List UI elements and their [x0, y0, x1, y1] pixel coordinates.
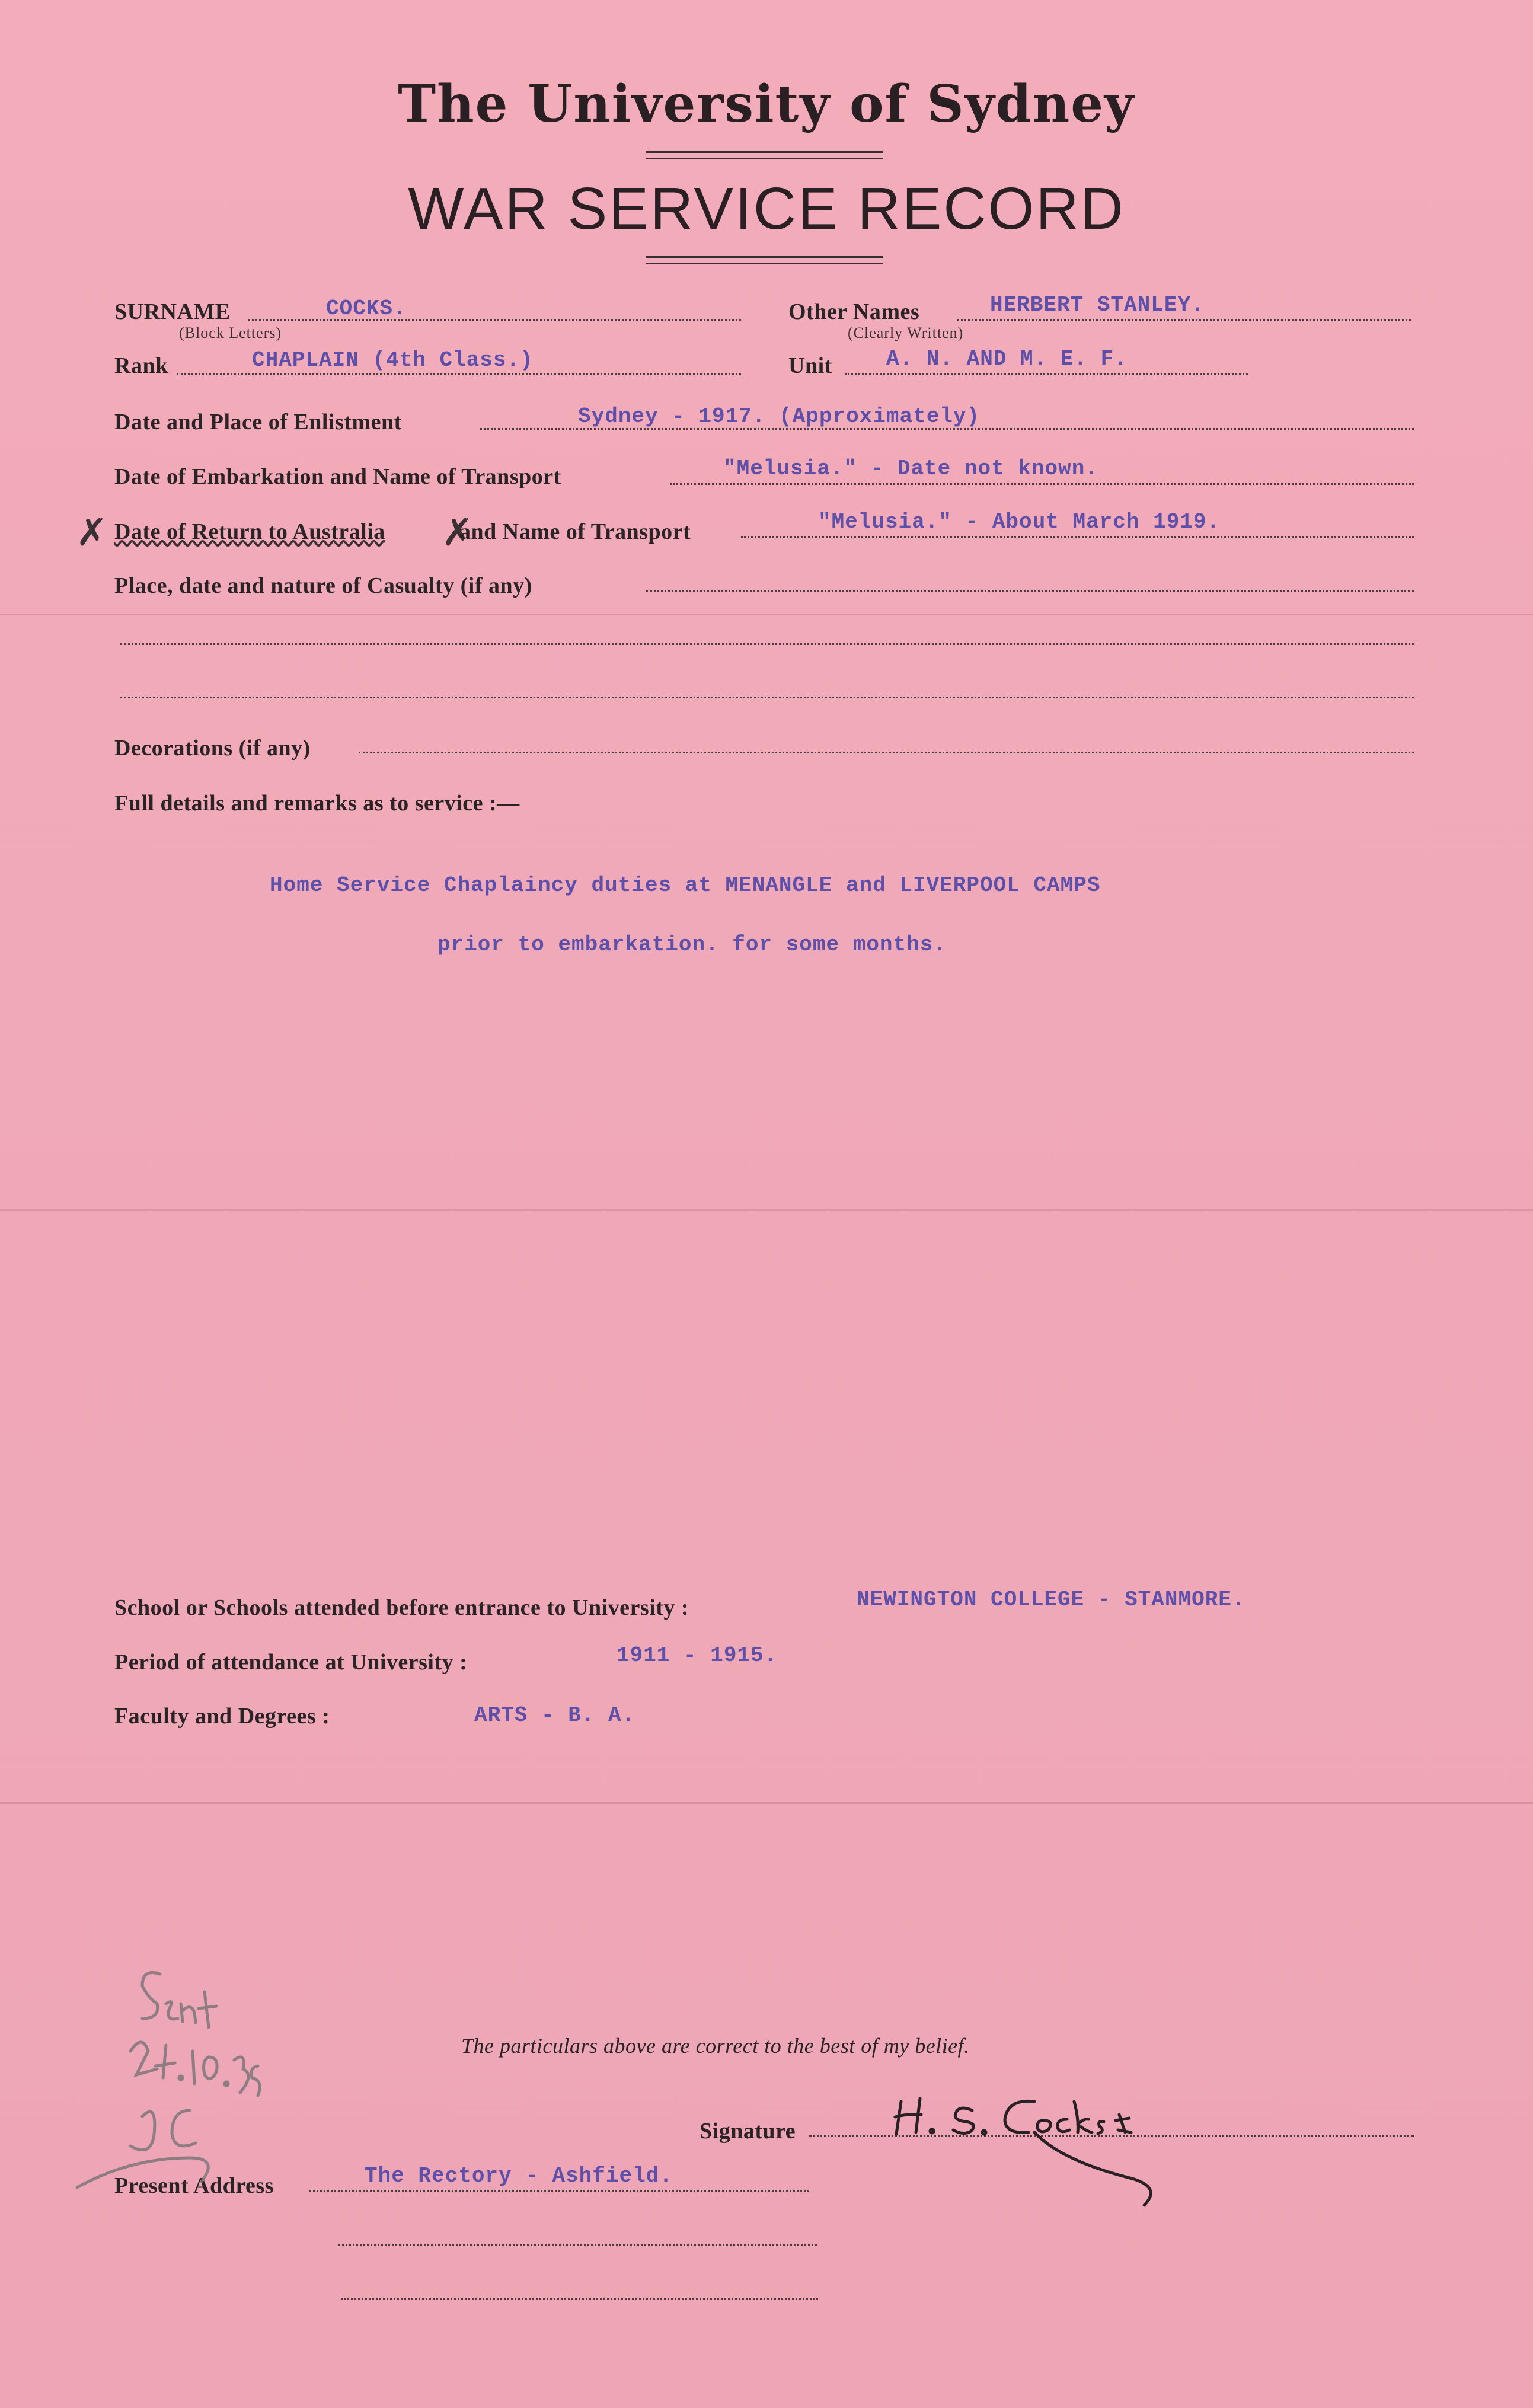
- casualty-line: [120, 643, 1414, 645]
- return-value: "Melusia." - About March 1919.: [818, 510, 1221, 534]
- schools-label: School or Schools attended before entrance to University :: [114, 1595, 689, 1620]
- fold-line: [0, 1802, 1533, 1804]
- enlistment-label: Date and Place of Enlistment: [114, 410, 402, 435]
- cross-mark-icon: ✗: [442, 511, 474, 555]
- signature-image: [883, 2078, 1215, 2220]
- return-line: [741, 536, 1414, 538]
- embarkation-label: Date of Embarkation and Name of Transport: [114, 464, 561, 489]
- return-transport-label: and Name of Transport: [459, 519, 691, 544]
- remarks-line: prior to embarkation. for some months.: [437, 932, 947, 957]
- address-line: [338, 2244, 817, 2246]
- surname-label: SURNAME: [114, 299, 231, 324]
- fold-line: [0, 614, 1533, 615]
- address-line: [309, 2190, 809, 2192]
- address-line: [341, 2298, 818, 2300]
- address-label: Present Address: [114, 2173, 274, 2198]
- period-label: Period of attendance at University :: [114, 1650, 468, 1675]
- remarks-line: Home Service Chaplaincy duties at MENANGLE and LIVERPOOL CAMPS: [270, 873, 1101, 898]
- address-value: The Rectory - Ashfield.: [365, 2164, 673, 2188]
- embarkation-value: "Melusia." - Date not known.: [723, 456, 1098, 481]
- title-divider: [646, 151, 883, 159]
- declaration-text: The particulars above are correct to the best of my belief.: [461, 2034, 970, 2058]
- embarkation-line: [670, 483, 1414, 485]
- rank-line: [177, 373, 741, 375]
- signature-label: Signature: [700, 2119, 796, 2144]
- return-label: Date of Return to Australia: [114, 519, 385, 544]
- other-names-value: HERBERT STANLEY.: [990, 293, 1205, 317]
- title-divider: [646, 256, 883, 264]
- decorations-line: [359, 752, 1414, 753]
- pencil-annotation: [53, 1962, 302, 2211]
- surname-hint: (Block Letters): [179, 324, 282, 341]
- faculty-label: Faculty and Degrees :: [114, 1704, 330, 1729]
- surname-value: COCKS.: [326, 296, 407, 321]
- casualty-line: [120, 697, 1414, 698]
- rank-value: CHAPLAIN (4th Class.): [252, 348, 534, 372]
- unit-line: [845, 373, 1248, 375]
- casualty-label: Place, date and nature of Casualty (if any): [114, 573, 532, 598]
- cross-mark-icon: ✗: [76, 511, 108, 555]
- unit-value: A. N. AND M. E. F.: [886, 347, 1128, 371]
- schools-value: NEWINGTON COLLEGE - STANMORE.: [857, 1588, 1245, 1612]
- period-value: 1911 - 1915.: [617, 1643, 778, 1668]
- faculty-value: ARTS - B. A.: [474, 1703, 635, 1727]
- decorations-label: Decorations (if any): [114, 736, 311, 761]
- casualty-line: [646, 590, 1414, 592]
- fold-line: [0, 1209, 1533, 1211]
- other-names-label: Other Names: [788, 299, 920, 324]
- enlistment-value: Sydney - 1917. (Approximately): [578, 404, 981, 429]
- surname-line: [248, 319, 741, 321]
- university-title: The University of Sydney: [398, 74, 1135, 134]
- remarks-label: Full details and remarks as to service :—: [114, 791, 520, 816]
- rank-label: Rank: [114, 353, 168, 378]
- other-names-line: [957, 319, 1411, 321]
- unit-label: Unit: [788, 353, 832, 378]
- other-names-hint: (Clearly Written): [848, 324, 964, 341]
- form-title: WAR SERVICE RECORD: [408, 175, 1125, 242]
